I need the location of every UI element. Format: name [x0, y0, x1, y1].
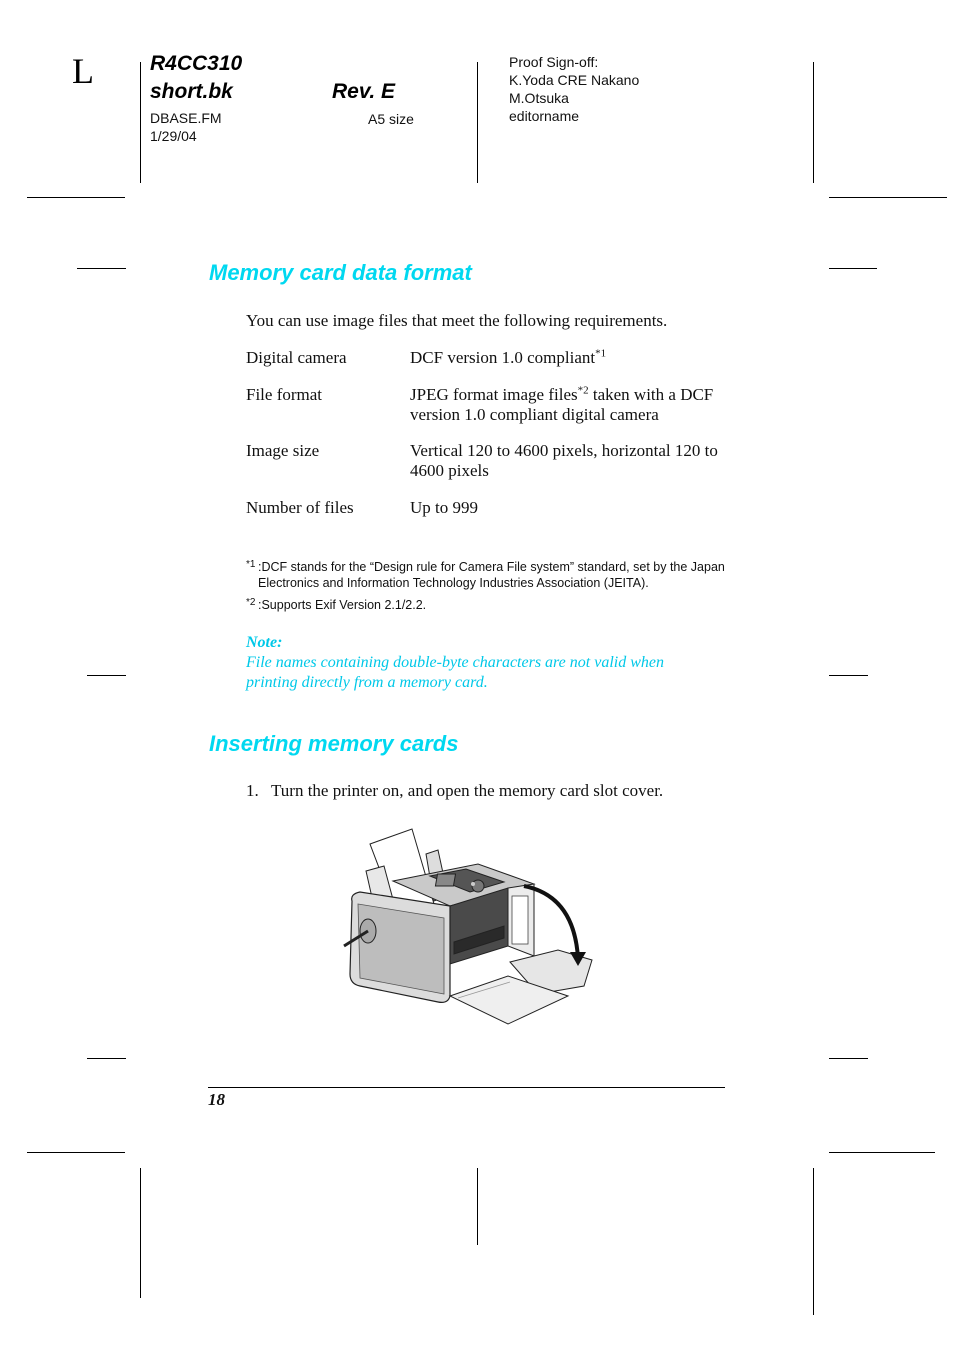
- footnote-text: :DCF stands for the “Design rule for Camera File system” standard, set by the Japan Electronics and Information Technology Industries Association (JEITA).: [258, 560, 725, 590]
- intro-paragraph: You can use image files that meet the following requirements.: [246, 311, 668, 330]
- spec-value: Up to 999: [410, 498, 478, 517]
- page-number: 18: [208, 1090, 225, 1109]
- spec-value: [410, 348, 730, 368]
- file-name: DBASE.FM: [150, 110, 222, 126]
- spec-label: File format: [246, 385, 323, 404]
- revision-label: Rev. E: [332, 80, 396, 103]
- step-text: Turn the printer on, and open the memory card slot cover.: [271, 781, 664, 800]
- proof-line: M.Otsuka: [509, 90, 569, 106]
- corner-letter: L: [72, 51, 94, 91]
- note-text: File names containing double-byte characters are not valid when printing directly from a memory card.: [246, 654, 664, 691]
- footer-rule: [208, 1087, 725, 1088]
- spec-value-text: DCF version 1.0 compliant: [410, 348, 596, 367]
- page-size: A5 size: [368, 111, 414, 127]
- footnote-mark: *1: [246, 559, 256, 570]
- section-heading-memory-card-format: Memory card data format: [209, 260, 472, 285]
- spec-label: Image size: [246, 441, 320, 460]
- footnote-ref: *1: [595, 347, 607, 360]
- footnote: [246, 597, 736, 613]
- footnote-text: :Supports Exif Version 2.1/2.2.: [258, 598, 427, 612]
- doc-title-line1: R4CC310: [150, 52, 243, 75]
- spec-value-text: JPEG format image files: [410, 385, 578, 404]
- doc-date: 1/29/04: [150, 128, 197, 144]
- proof-line: Proof Sign-off:: [509, 54, 599, 70]
- step-number: 1.: [246, 781, 259, 800]
- spec-value-rest: taken with a DCF version 1.0 compliant digital camera: [410, 385, 714, 424]
- footnote-ref: *2: [577, 384, 589, 397]
- note-label: Note:: [246, 634, 283, 651]
- doc-title-line2: short.bk: [150, 80, 233, 103]
- proof-signoff: [509, 53, 639, 125]
- footnote: [246, 559, 736, 591]
- spec-label: Number of files: [246, 498, 354, 517]
- spec-label: Digital camera: [246, 348, 347, 367]
- footnote-mark: *2: [246, 597, 256, 608]
- step-item: [246, 781, 663, 801]
- proof-line: editorname: [509, 108, 580, 124]
- printer-illustration: [338, 826, 600, 1028]
- spec-value: Vertical 120 to 4600 pixels, horizontal 120 to 4600 pixels: [410, 441, 718, 480]
- proof-line: K.Yoda CRE Nakano: [509, 72, 640, 88]
- section-heading-inserting-memory-cards: Inserting memory cards: [209, 731, 459, 756]
- spec-value: [410, 385, 730, 425]
